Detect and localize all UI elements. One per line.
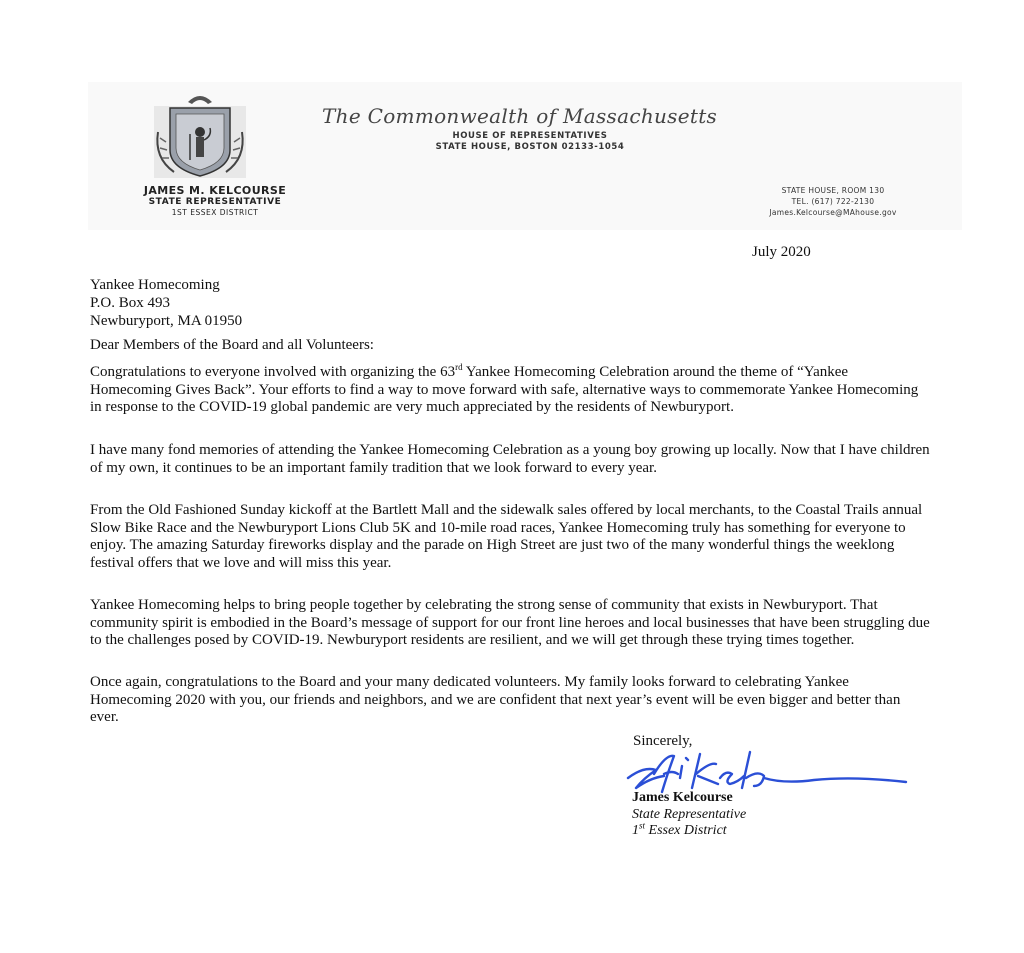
ordinal-superscript: rd	[455, 362, 463, 372]
commonwealth-title: The Commonwealth of Massachusetts	[322, 104, 718, 128]
recipient-address	[90, 276, 242, 330]
signer-title: State Representative	[632, 807, 747, 822]
paragraph-3: From the Old Fashioned Sunday kickoff at the Bartlett Mall and the sidewalk sales offered by local merchants, to the Coastal Trails annual Slow Bike Race and the Newburyport Lions Club 5K and 10-mile road races, Yankee Homecoming truly has something for everyone to enjoy. The amazing Saturday fireworks display and the parade on High Street are just two of the many wonderful things the weeklong festival offers that we love and will miss this year.	[90, 502, 923, 571]
signer-district-ordinal: st	[639, 820, 646, 831]
house-line: HOUSE OF REPRESENTATIVES	[452, 131, 608, 141]
state-house-address: STATE HOUSE, BOSTON 02133-1054	[435, 142, 625, 152]
representative-name: JAMES M. KELCOURSE	[143, 184, 287, 197]
paragraph-1-start: Congratulations to everyone involved with organizing the 63	[90, 364, 456, 380]
office-room: STATE HOUSE, ROOM 130	[781, 186, 885, 195]
massachusetts-seal-icon	[150, 88, 250, 180]
office-phone: TEL. (617) 722-2130	[791, 197, 875, 206]
paragraph-4: Yankee Homecoming helps to bring people together by celebrating the strong sense of community that exists in Newburyport. That community spirit is embodied in the Board’s message of support for our front line heroes and local businesses that have been struggling due to the challenges posed by COVID-19. Newburyport residents are resilient, and we will get through these trying times together.	[90, 597, 930, 648]
signer-district	[632, 820, 727, 839]
handwritten-signature	[614, 748, 920, 796]
paragraph-5: Once again, congratulations to the Board and your many dedicated volunteers. My family looks forward to celebrating Yankee Homecoming 2020 with you, our friends and neighbors, and we are confident that next year’s event will be even bigger and better than ever.	[90, 674, 901, 725]
paragraph-1	[90, 364, 932, 417]
signer-district-name: Essex District	[645, 823, 727, 838]
salutation: Dear Members of the Board and all Volunteers:	[90, 337, 374, 353]
house-address-block	[400, 131, 660, 153]
recipient-line-1: Yankee Homecoming	[90, 277, 220, 293]
paragraph-1-rest: Yankee Homecoming Celebration around the theme of “Yankee Homecoming Gives Back”. Your efforts to find a way to move forward with safe, alternative ways to commemorate Yankee Homecoming in response to the COVID-19 global pandemic are very much appreciated by the residents of Newburyport.	[90, 364, 919, 415]
recipient-line-3: Newburyport, MA 01950	[90, 313, 243, 329]
representative-title: STATE REPRESENTATIVE	[148, 197, 282, 207]
signer-district-number: 1	[632, 823, 639, 838]
office-email: James.Kelcourse@MAhouse.gov	[769, 208, 897, 217]
office-contact-block	[720, 185, 946, 218]
letter-date: July 2020	[752, 244, 811, 260]
closing: Sincerely,	[633, 733, 693, 749]
recipient-line-2: P.O. Box 493	[90, 295, 171, 311]
paragraph-2: I have many fond memories of attending the Yankee Homecoming Celebration as a young boy growing up locally. Now that I have children of my own, it continues to be an important family tradition that we look forward to every year.	[90, 442, 930, 476]
representative-block	[108, 184, 322, 218]
signer-name: James Kelcourse	[632, 790, 733, 805]
representative-district: 1ST ESSEX DISTRICT	[171, 208, 259, 217]
